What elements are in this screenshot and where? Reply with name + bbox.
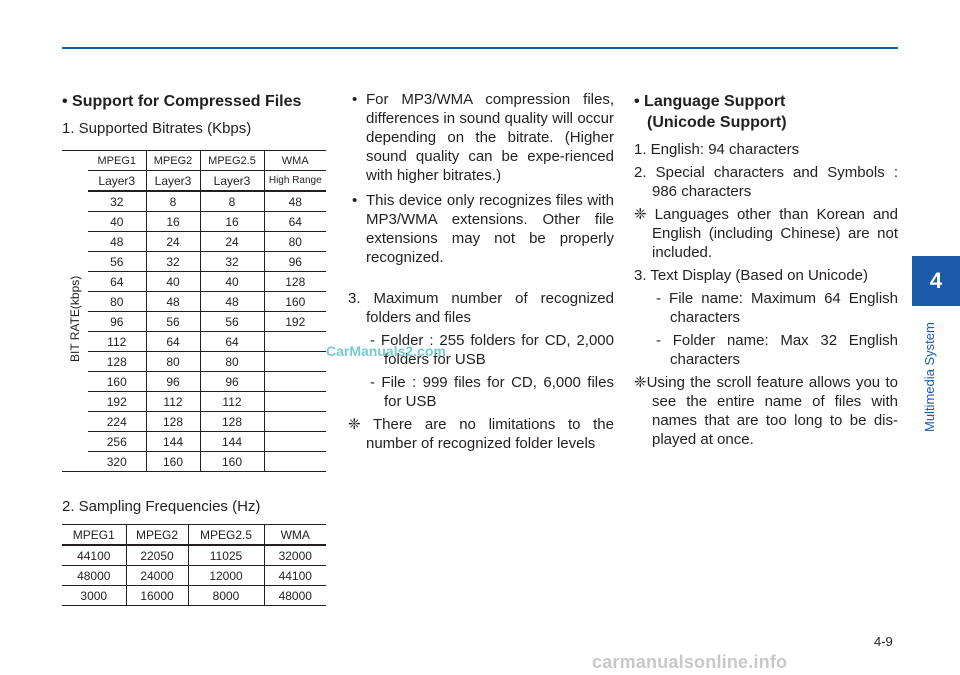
watermark-top: CarManuals2.com [326, 343, 446, 359]
table-row [88, 452, 326, 472]
table-cell: 112 [88, 332, 146, 352]
table-cell: 16 [200, 212, 264, 232]
column-notes [348, 90, 614, 457]
table-row [88, 392, 326, 412]
column-language [634, 90, 898, 453]
table-row [62, 545, 326, 566]
sampling-table [62, 524, 326, 606]
table-cell: 128 [200, 412, 264, 432]
file-name-limit: - File name: Maximum 64 English characters [656, 290, 898, 326]
table-row [88, 212, 326, 232]
table-row [62, 566, 326, 586]
bitrates-table [88, 150, 326, 472]
table-cell: WMA [264, 525, 326, 546]
table-cell: 96 [146, 372, 200, 392]
table-cell: 3000 [62, 586, 126, 606]
table-cell: 112 [146, 392, 200, 412]
table-cell: 160 [200, 452, 264, 472]
table-cell: MPEG2 [126, 525, 188, 546]
table-row [88, 312, 326, 332]
chapter-number: 4 [929, 268, 943, 293]
table-cell: 160 [88, 372, 146, 392]
table-cell [264, 332, 326, 352]
table-cell: 80 [146, 352, 200, 372]
table-cell: 56 [200, 312, 264, 332]
bullet-bitrate-quality: • For MP3/WMA compression files, differences in sound quality will occur depending on the bitrate. (Higher sound quality can be expe-rienced with higher bitrates.) [352, 91, 614, 184]
max-recognized-heading: 3. Maximum number of recognized folders and files [348, 290, 614, 326]
table-cell: MPEG2.5 [200, 151, 264, 171]
table-cell: 32 [146, 252, 200, 272]
table-cell: 11025 [188, 545, 264, 566]
table-cell: 144 [146, 432, 200, 452]
table-cell: 80 [88, 292, 146, 312]
table-cell: 128 [88, 352, 146, 372]
table-cell: 64 [200, 332, 264, 352]
text-display-heading: 3. Text Display (Based on Unicode) [634, 267, 869, 284]
table-cell: 16000 [126, 586, 188, 606]
table-cell: 160 [264, 292, 326, 312]
file-limit: - File : 999 files for CD, 6,000 files for USB [370, 374, 614, 410]
column-compressed-files [62, 90, 330, 146]
table-cell [264, 372, 326, 392]
table-row [88, 372, 326, 392]
bitrate-axis-label: BIT RATE(kbps) [68, 275, 82, 362]
table-header-row [62, 525, 326, 546]
table-cell: 32 [200, 252, 264, 272]
table-cell: MPEG2 [146, 151, 200, 171]
table-header-row [88, 151, 326, 171]
table-cell: 192 [264, 312, 326, 332]
table-cell: 48 [200, 292, 264, 312]
table-row [88, 412, 326, 432]
table-cell: 48 [88, 232, 146, 252]
table-row [88, 292, 326, 312]
table-cell: 8 [200, 191, 264, 212]
table-cell: 56 [146, 312, 200, 332]
table-cell: 96 [88, 312, 146, 332]
table-cell: 8000 [188, 586, 264, 606]
table-cell: 256 [88, 432, 146, 452]
table-cell: 48000 [264, 586, 326, 606]
folder-name-limit: - Folder name: Max 32 English characters [656, 332, 898, 368]
table-cell: 8 [146, 191, 200, 212]
table-row [88, 232, 326, 252]
table-cell: 56 [88, 252, 146, 272]
table-cell: 12000 [188, 566, 264, 586]
table-cell: 22050 [126, 545, 188, 566]
table-cell: 32 [88, 191, 146, 212]
table-cell [264, 412, 326, 432]
table-cell: Layer3 [200, 171, 264, 192]
table-cell: 32000 [264, 545, 326, 566]
table-row [88, 191, 326, 212]
table-cell: Layer3 [146, 171, 200, 192]
table-cell: 40 [200, 272, 264, 292]
table-row [88, 272, 326, 292]
table-cell: 24 [146, 232, 200, 252]
table-cell: 320 [88, 452, 146, 472]
table-cell: MPEG1 [62, 525, 126, 546]
table-row [88, 252, 326, 272]
bitrates-heading: 1. Supported Bitrates (Kbps) [62, 120, 252, 137]
table-cell: 44100 [264, 566, 326, 586]
table-cell: 96 [200, 372, 264, 392]
table-cell: 144 [200, 432, 264, 452]
table-cell: 224 [88, 412, 146, 432]
symbols-count: 2. Special characters and Symbols : 986 characters [634, 164, 898, 200]
table-row [62, 586, 326, 606]
table-cell: 16 [146, 212, 200, 232]
table-subheader-row [88, 171, 326, 192]
english-count: 1. English: 94 characters [634, 141, 800, 158]
table-cell: 64 [146, 332, 200, 352]
bullet-text: This device only recognizes files with MP3/WMA extensions. Other file extensions may not be properly recognized. [366, 192, 614, 266]
table-cell: 96 [264, 252, 326, 272]
table-row [88, 352, 326, 372]
table-cell [264, 432, 326, 452]
folder-level-note: ❈ There are no limitations to the number of recognized folder levels [348, 416, 614, 452]
table-cell: 112 [200, 392, 264, 412]
table-cell: 64 [88, 272, 146, 292]
table-cell [264, 452, 326, 472]
section-title-compressed: • Support for Compressed Files [62, 93, 302, 110]
table-cell: 48000 [62, 566, 126, 586]
header-rule [62, 47, 898, 49]
section-title-language: • Language Support [634, 93, 786, 110]
folder-limit: - Folder : 255 folders for CD, 2,000 folders for USB [370, 332, 614, 368]
table-cell: 48 [146, 292, 200, 312]
watermark-bottom: carmanualsonline.info [592, 652, 788, 672]
table-cell [264, 352, 326, 372]
table-cell: 80 [200, 352, 264, 372]
scroll-note: ❈Using the scroll feature allows you to see the entire name of files with names that are too long to be dis-played at once. [634, 374, 898, 448]
table-cell: 128 [146, 412, 200, 432]
table-cell: 48 [264, 191, 326, 212]
table-cell: 24 [200, 232, 264, 252]
table-cell: WMA [264, 151, 326, 171]
chapter-tab [912, 256, 960, 306]
table-cell: High Range [264, 171, 326, 192]
table-cell: 40 [88, 212, 146, 232]
table-cell: 192 [88, 392, 146, 412]
language-note: ❈ Languages other than Korean and English (including Chinese) are not included. [634, 206, 898, 261]
table-cell: 160 [146, 452, 200, 472]
table-cell: 40 [146, 272, 200, 292]
section-subtitle-unicode: (Unicode Support) [647, 114, 787, 131]
table-cell: 128 [264, 272, 326, 292]
table-cell [264, 392, 326, 412]
sampling-heading: 2. Sampling Frequencies (Hz) [62, 498, 261, 515]
table-row [88, 432, 326, 452]
table-cell: 80 [264, 232, 326, 252]
table-cell: 44100 [62, 545, 126, 566]
chapter-label: Multimedia System [922, 322, 937, 432]
table-row [88, 332, 326, 352]
table-cell: Layer3 [88, 171, 146, 192]
table-cell: 24000 [126, 566, 188, 586]
table-cell: 64 [264, 212, 326, 232]
bullet-extensions: • This device only recognizes files with MP3/WMA extensions. Other file extensions may not be properly recognized. [352, 192, 614, 266]
table-cell: MPEG1 [88, 151, 146, 171]
page-number: 4-9 [874, 634, 893, 649]
bullet-text: For MP3/WMA compression files, differences in sound quality will occur depending on the bitrate. (Higher sound quality can be expe-rienced with higher bitrates.) [366, 91, 614, 184]
table-cell: MPEG2.5 [188, 525, 264, 546]
